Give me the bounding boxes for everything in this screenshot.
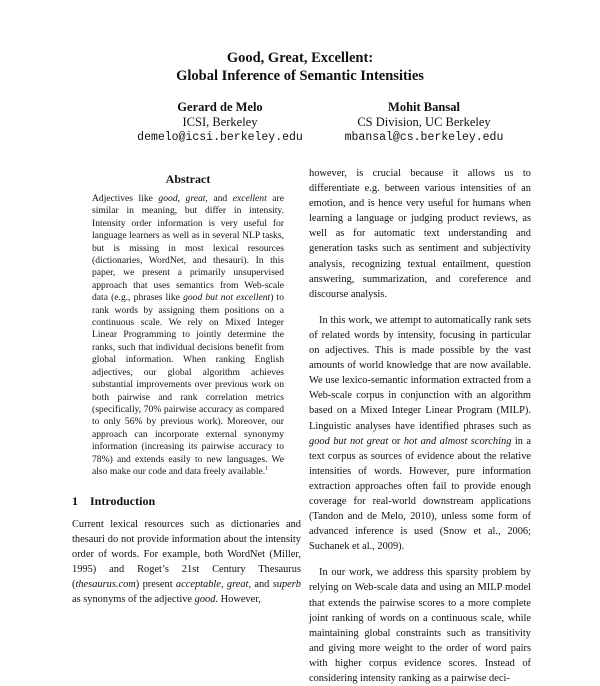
paper-title-line-1: Good, Great, Excellent: xyxy=(226,50,374,66)
section-title: Introduction xyxy=(90,494,156,508)
body-paragraph-continued: however, is crucial because it allows us to differentiate e.g. between various intensities of an emotion, and is hence very useful for humans when learning a language or judging product reviews, as well as for automatic text understanding and generation tasks such as sentiment and subjectivity analysis, recognizing textual entailment, question answering, summarization, and coreference and discourse analysis. xyxy=(309,168,531,300)
author-email: demelo@icsi.berkeley.edu xyxy=(137,131,303,144)
section-heading-introduction xyxy=(72,494,302,509)
author-affiliation: CS Division, UC Berkeley xyxy=(357,115,491,129)
body-paragraph: In our work, we address this sparsity problem by relying on Web-scale data and using an MILP model that extends the pairwise scores to a more complete joint ranking of words on a continuous scale, while maintaining global constraints such as transitivity and giving more weight to the order of word pairs with higher corpus evidence scores. Instead of considering intensity ranking as a pairwise deci- xyxy=(309,567,531,684)
author-block-1 xyxy=(110,100,330,145)
introduction-paragraph: Current lexical resources such as dictionaries and thesauri do not provide information about the intensity order of words. For example, both WordNet (Miller, 1995) and Roget’s 21st Century Thesaurus (thesaurus.com) present acceptable, great, and superb as synonyms of the adjective good. However, xyxy=(72,519,301,606)
section-number: 1 xyxy=(72,494,78,508)
body-paragraph: In this work, we attempt to automatically rank sets of related words by intensity, focusing in particular on adjectives. This is made possible by the vast amounts of world knowledge that are now available. We use lexico-semantic information extracted from a Web-scale corpus in conjunction with an algorithm based on a Mixed Integer Linear Program (MILP). Linguistic analyses have identified phrases such as good but not great or hot and almost scorching in a text corpus as sources of evidence about the relative intensities of words. However, pure information extraction approaches often fail to provide enough coverage for real-world downstream applications (Tandon and de Melo, 2010), unless some form of advanced inference is used (Snow et al., 2006; Suchanek et al., 2009). xyxy=(309,314,531,553)
paper-title-line-2: Global Inference of Semantic Intensities xyxy=(176,68,424,84)
author-block-2 xyxy=(314,100,534,145)
author-name: Mohit Bansal xyxy=(388,100,460,114)
author-email: mbansal@cs.berkeley.edu xyxy=(344,131,504,144)
abstract-text: Adjectives like good, great, and excellent are similar in meaning, but differ in intensity. Intensity order information is very useful for language learners as well as in several NLP tasks, but is missing in most lexical resources (dictionaries, WordNet, and thesauri). In this paper, we present a primarily unsupervised approach that uses semantics from Web-scale data (e.g., phrases like good but not excellent) to rank words by assigning them positions on a continuous scale. We rely on Mixed Integer Linear Programming to jointly determine the ranks, such that individual decisions benefit from global information. When ranking English adjectives, our global algorithm achieves substantial improvements over previous work on both pairwise and rank correlation metrics (specifically, 70% pairwise accuracy as compared to only 56% by previous work). Moreover, our approach can incorporate external synonymy information (increasing its pairwise accuracy to 78%) and extends easily to new languages. We also make our code and data freely available.$^1$ xyxy=(92,193,284,477)
abstract-heading: Abstract xyxy=(165,172,211,186)
author-affiliation: ICSI, Berkeley xyxy=(182,115,258,129)
author-name: Gerard de Melo xyxy=(177,100,263,114)
right-column xyxy=(309,166,531,686)
